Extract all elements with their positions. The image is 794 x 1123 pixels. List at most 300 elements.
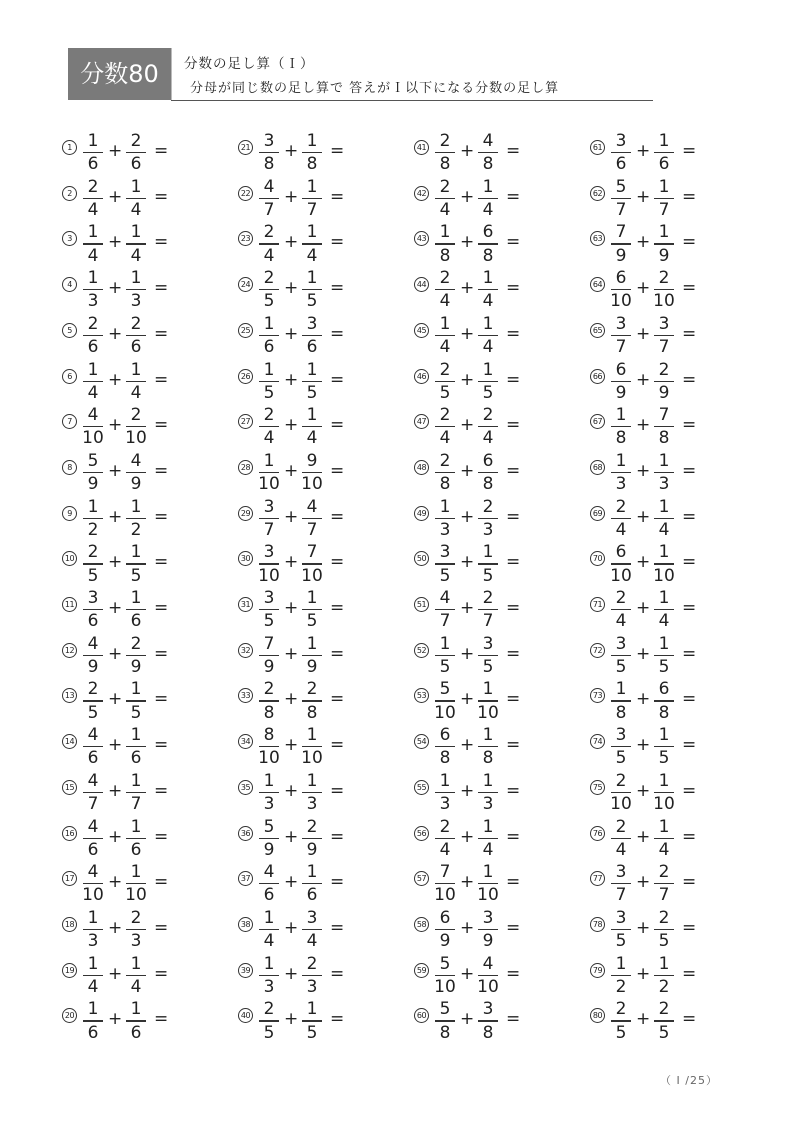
equals-sign: = <box>682 872 697 893</box>
problem-number: 44 <box>414 277 429 292</box>
denominator: 7 <box>87 794 99 815</box>
fraction <box>301 132 323 173</box>
fraction <box>434 589 456 630</box>
problem-item <box>62 862 232 906</box>
fraction <box>125 726 147 767</box>
fraction <box>82 955 104 996</box>
fraction <box>82 315 104 356</box>
problem-number: 23 <box>238 231 253 246</box>
denominator: 4 <box>263 931 275 952</box>
numerator: 1 <box>482 542 494 563</box>
numerator: 5 <box>87 450 99 471</box>
numerator: 1 <box>615 450 627 471</box>
fraction-bar <box>83 426 103 427</box>
fraction-bar <box>654 243 674 244</box>
fraction <box>653 1000 675 1041</box>
problem-number: 20 <box>62 1008 77 1023</box>
fraction-bar <box>435 975 455 976</box>
equals-sign: = <box>330 735 345 756</box>
problem-item <box>238 131 408 175</box>
equals-sign: = <box>330 917 345 938</box>
fraction-bar <box>83 883 103 884</box>
fraction <box>434 635 456 676</box>
fraction-bar <box>478 883 498 884</box>
fraction <box>610 269 632 310</box>
problem-number: 75 <box>590 780 605 795</box>
numerator: 2 <box>130 633 142 654</box>
numerator: 2 <box>263 405 275 426</box>
numerator: 1 <box>130 176 142 197</box>
fraction <box>477 543 499 584</box>
denominator: 4 <box>482 428 494 449</box>
problem-number: 8 <box>62 460 77 475</box>
fraction-bar <box>654 152 674 153</box>
fraction <box>653 543 675 584</box>
numerator: 2 <box>615 496 627 517</box>
fraction-bar <box>302 792 322 793</box>
fraction <box>653 680 675 721</box>
fraction <box>258 315 280 356</box>
equals-sign: = <box>330 872 345 893</box>
denominator: 6 <box>130 337 142 358</box>
numerator: 3 <box>658 313 670 334</box>
fraction <box>610 726 632 767</box>
numerator: 1 <box>658 176 670 197</box>
denominator: 8 <box>263 702 275 723</box>
fraction <box>653 178 675 219</box>
problem-number: 49 <box>414 506 429 521</box>
problem-number: 43 <box>414 231 429 246</box>
equals-sign: = <box>506 872 521 893</box>
problem-item <box>238 178 408 218</box>
plus-sign: + <box>108 963 123 984</box>
numerator: 2 <box>306 953 318 974</box>
problem-item <box>238 635 408 675</box>
problem-item <box>590 999 760 1043</box>
fraction <box>125 361 147 402</box>
equals-sign: = <box>682 917 697 938</box>
fraction-bar <box>611 472 631 473</box>
denominator: 4 <box>615 839 627 860</box>
equals-sign: = <box>330 643 345 664</box>
fraction <box>434 178 456 219</box>
fraction-bar <box>259 563 279 564</box>
fraction-bar <box>302 746 322 747</box>
fraction-bar <box>126 472 146 473</box>
problem-number: 45 <box>414 323 429 338</box>
equals-sign: = <box>154 369 169 390</box>
fraction <box>434 726 456 767</box>
plus-sign: + <box>636 506 651 527</box>
problem-item <box>590 542 760 586</box>
fraction-bar <box>126 746 146 747</box>
numerator: 1 <box>306 770 318 791</box>
fraction <box>434 543 456 584</box>
fraction-bar <box>435 426 455 427</box>
plus-sign: + <box>460 141 475 161</box>
problem-item <box>590 222 760 266</box>
problem-item <box>62 405 232 449</box>
title-underline <box>171 100 653 101</box>
problem-number: 47 <box>414 414 429 429</box>
denominator: 3 <box>482 519 494 540</box>
problem-number: 16 <box>62 826 77 841</box>
numerator: 1 <box>658 953 670 974</box>
equals-sign: = <box>154 141 169 161</box>
fraction-bar <box>259 700 279 701</box>
fraction-bar <box>611 518 631 519</box>
plus-sign: + <box>460 186 475 207</box>
numerator: 1 <box>439 633 451 654</box>
problem-number: 61 <box>590 140 605 155</box>
fraction-bar <box>611 655 631 656</box>
fraction-bar <box>435 1020 455 1021</box>
problem-item <box>414 222 584 266</box>
problem-number: 41 <box>414 140 429 155</box>
denominator: 9 <box>615 245 627 266</box>
equals-sign: = <box>682 826 697 847</box>
fraction-bar <box>478 335 498 336</box>
fraction <box>434 223 456 264</box>
fraction <box>82 1000 104 1041</box>
fraction <box>477 863 499 904</box>
numerator: 2 <box>482 405 494 426</box>
fraction-bar <box>435 518 455 519</box>
fraction <box>434 955 456 996</box>
numerator: 4 <box>87 725 99 746</box>
problem-item <box>590 131 760 175</box>
problem-number: 55 <box>414 780 429 795</box>
problem-number: 29 <box>238 506 253 521</box>
numerator: 1 <box>439 496 451 517</box>
denominator: 9 <box>615 382 627 403</box>
problem-item <box>62 542 232 586</box>
fraction <box>82 543 104 584</box>
plus-sign: + <box>284 1009 299 1030</box>
numerator: 1 <box>87 268 99 289</box>
problem-number: 37 <box>238 871 253 886</box>
plus-sign: + <box>284 598 299 618</box>
problem-item <box>414 770 584 815</box>
numerator: 2 <box>615 770 627 791</box>
denominator: 5 <box>658 656 670 677</box>
denominator: 4 <box>439 839 451 860</box>
denominator: 9 <box>658 382 670 403</box>
problem-number: 76 <box>590 826 605 841</box>
fraction <box>125 315 147 356</box>
numerator: 4 <box>482 131 494 151</box>
fraction-bar <box>654 700 674 701</box>
fraction-bar <box>478 198 498 199</box>
problem-item <box>590 725 760 769</box>
fraction <box>301 909 323 950</box>
fraction <box>477 635 499 676</box>
numerator: 3 <box>482 633 494 654</box>
equals-sign: = <box>154 735 169 756</box>
numerator: 1 <box>130 862 142 883</box>
fraction-bar <box>83 472 103 473</box>
denominator: 6 <box>263 337 275 358</box>
denominator: 5 <box>658 748 670 769</box>
numerator: 4 <box>87 633 99 654</box>
numerator: 3 <box>263 131 275 151</box>
plus-sign: + <box>108 598 123 618</box>
fraction <box>477 726 499 767</box>
problem-number: 15 <box>62 780 77 795</box>
numerator: 1 <box>87 496 99 517</box>
problem-item <box>238 725 408 769</box>
fraction <box>301 863 323 904</box>
denominator: 3 <box>130 931 142 952</box>
title-divider <box>171 48 172 100</box>
numerator: 1 <box>658 725 670 746</box>
fraction-bar <box>611 700 631 701</box>
fraction-bar <box>435 655 455 656</box>
fraction <box>125 909 147 950</box>
problem-item <box>62 222 232 266</box>
fraction-bar <box>611 289 631 290</box>
problem-number: 31 <box>238 597 253 612</box>
plus-sign: + <box>460 872 475 893</box>
fraction <box>301 955 323 996</box>
numerator: 6 <box>615 268 627 289</box>
fraction <box>125 223 147 264</box>
fraction-bar <box>302 426 322 427</box>
plus-sign: + <box>284 643 299 664</box>
problem-item <box>414 725 584 769</box>
problem-item <box>238 907 408 952</box>
numerator: 1 <box>658 131 670 151</box>
numerator: 1 <box>439 222 451 243</box>
denominator: 6 <box>87 748 99 769</box>
denominator: 9 <box>263 839 275 860</box>
problem-number: 18 <box>62 917 77 932</box>
fraction-bar <box>654 335 674 336</box>
numerator: 6 <box>658 679 670 700</box>
numerator: 1 <box>87 359 99 380</box>
denominator: 6 <box>130 1022 142 1043</box>
denominator: 5 <box>263 382 275 403</box>
denominator: 7 <box>658 885 670 906</box>
plus-sign: + <box>636 598 651 618</box>
numerator: 2 <box>263 679 275 700</box>
fraction <box>434 863 456 904</box>
numerator: 3 <box>615 131 627 151</box>
numerator: 1 <box>87 953 99 974</box>
fraction-bar <box>654 289 674 290</box>
denominator: 5 <box>306 1022 318 1043</box>
equals-sign: = <box>682 506 697 527</box>
equals-sign: = <box>682 278 697 299</box>
plus-sign: + <box>284 552 299 573</box>
fraction <box>125 1000 147 1041</box>
denominator: 4 <box>658 839 670 860</box>
problem-number: 11 <box>62 597 77 612</box>
fraction <box>125 178 147 219</box>
equals-sign: = <box>154 232 169 253</box>
problem-item <box>238 450 408 495</box>
problem-item <box>590 955 760 995</box>
denominator: 9 <box>306 656 318 677</box>
problem-number: 71 <box>590 597 605 612</box>
problem-number: 77 <box>590 871 605 886</box>
equals-sign: = <box>330 278 345 299</box>
denominator: 2 <box>130 519 142 540</box>
plus-sign: + <box>460 689 475 710</box>
problem-item <box>414 862 584 906</box>
plus-sign: + <box>636 963 651 984</box>
denominator: 10 <box>301 474 323 495</box>
fraction <box>258 772 280 813</box>
equals-sign: = <box>154 323 169 344</box>
problem-item <box>62 361 232 401</box>
numerator: 1 <box>482 359 494 380</box>
numerator: 4 <box>482 953 494 974</box>
fraction-bar <box>83 335 103 336</box>
fraction <box>258 726 280 767</box>
problem-number: 1 <box>62 140 77 155</box>
fraction-bar <box>654 609 674 610</box>
denominator: 10 <box>610 794 632 815</box>
denominator: 5 <box>615 1022 627 1043</box>
problem-number: 62 <box>590 186 605 201</box>
denominator: 5 <box>615 656 627 677</box>
numerator: 3 <box>306 313 318 334</box>
fraction-bar <box>435 563 455 564</box>
fraction-bar <box>654 655 674 656</box>
fraction <box>82 178 104 219</box>
numerator: 1 <box>615 953 627 974</box>
problem-item <box>62 313 232 358</box>
denominator: 7 <box>482 611 494 632</box>
fraction-bar <box>83 1020 103 1021</box>
fraction-bar <box>83 975 103 976</box>
equals-sign: = <box>154 1009 169 1030</box>
numerator: 5 <box>439 679 451 700</box>
fraction <box>82 132 104 173</box>
fraction <box>653 955 675 996</box>
numerator: 3 <box>615 633 627 654</box>
problem-item <box>590 862 760 906</box>
plus-sign: + <box>460 643 475 664</box>
fraction-bar <box>478 975 498 976</box>
equals-sign: = <box>506 415 521 436</box>
numerator: 2 <box>87 313 99 334</box>
plus-sign: + <box>284 689 299 710</box>
fraction <box>125 452 147 493</box>
fraction <box>301 178 323 219</box>
fraction-bar <box>83 929 103 930</box>
fraction-bar <box>83 792 103 793</box>
numerator: 7 <box>263 633 275 654</box>
plus-sign: + <box>636 826 651 847</box>
problem-item <box>62 999 232 1043</box>
numerator: 1 <box>263 953 275 974</box>
numerator: 1 <box>306 725 318 746</box>
numerator: 7 <box>658 405 670 426</box>
denominator: 9 <box>439 931 451 952</box>
fraction-bar <box>302 700 322 701</box>
denominator: 8 <box>439 1022 451 1043</box>
fraction <box>434 772 456 813</box>
numerator: 4 <box>263 176 275 197</box>
numerator: 2 <box>439 268 451 289</box>
fraction <box>82 498 104 539</box>
problem-item <box>62 770 232 815</box>
fraction-bar <box>654 929 674 930</box>
fraction <box>610 543 632 584</box>
fraction-bar <box>259 472 279 473</box>
numerator: 7 <box>306 542 318 563</box>
problem-number: 69 <box>590 506 605 521</box>
problem-number: 58 <box>414 917 429 932</box>
numerator: 2 <box>306 679 318 700</box>
fraction-bar <box>478 838 498 839</box>
fraction-bar <box>435 243 455 244</box>
fraction <box>610 909 632 950</box>
fraction <box>301 1000 323 1041</box>
numerator: 2 <box>439 816 451 837</box>
problem-item <box>62 635 232 675</box>
denominator: 4 <box>306 931 318 952</box>
equals-sign: = <box>330 552 345 573</box>
plus-sign: + <box>636 415 651 436</box>
fraction <box>301 406 323 447</box>
fraction-bar <box>654 792 674 793</box>
fraction <box>653 818 675 859</box>
problem-item <box>238 588 408 632</box>
numerator: 1 <box>658 588 670 608</box>
numerator: 1 <box>658 770 670 791</box>
equals-sign: = <box>330 689 345 710</box>
numerator: 7 <box>439 862 451 883</box>
problem-item <box>590 405 760 449</box>
equals-sign: = <box>506 506 521 527</box>
equals-sign: = <box>506 460 521 481</box>
problem-number: 12 <box>62 643 77 658</box>
fraction <box>477 955 499 996</box>
problem-item <box>414 178 584 218</box>
equals-sign: = <box>330 598 345 618</box>
equals-sign: = <box>506 917 521 938</box>
numerator: 2 <box>615 588 627 608</box>
fraction-bar <box>611 1020 631 1021</box>
numerator: 2 <box>439 359 451 380</box>
denominator: 5 <box>439 382 451 403</box>
fraction <box>434 269 456 310</box>
denominator: 4 <box>306 245 318 266</box>
denominator: 4 <box>87 976 99 997</box>
fraction-bar <box>126 655 146 656</box>
numerator: 2 <box>439 176 451 197</box>
numerator: 6 <box>439 725 451 746</box>
fraction <box>610 178 632 219</box>
denominator: 4 <box>439 428 451 449</box>
problem-number: 36 <box>238 826 253 841</box>
numerator: 2 <box>263 268 275 289</box>
fraction <box>301 498 323 539</box>
plus-sign: + <box>460 323 475 344</box>
numerator: 2 <box>263 999 275 1020</box>
numerator: 1 <box>439 313 451 334</box>
numerator: 2 <box>439 450 451 471</box>
problem-number: 60 <box>414 1008 429 1023</box>
problem-item <box>414 405 584 449</box>
fraction <box>301 361 323 402</box>
plus-sign: + <box>460 735 475 756</box>
numerator: 3 <box>615 907 627 928</box>
denominator: 8 <box>482 474 494 495</box>
